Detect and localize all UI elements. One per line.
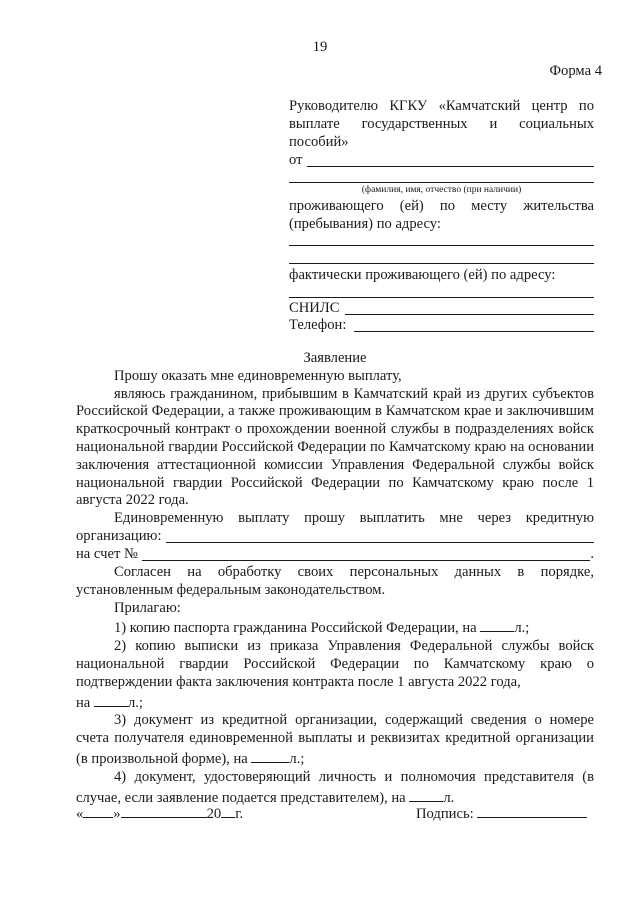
account-row (76, 546, 594, 564)
attachments-label: Прилагаю: (114, 599, 181, 616)
attachment-item-2-pages-field[interactable] (94, 692, 128, 707)
attachment-item-1-text: 1) копию паспорта гражданина Российской Федерации, на (114, 620, 477, 637)
statement-paragraph-2: являюсь гражданином, прибывшим в Камчатский край из других субъектов Российской Федерации, а также проживающим в Камчатском крае и заключившим краткосрочный контракт о прохождении военной службы в подразделениях войск национальной гвардии Российской Федерации по Камчатскому краю на основании заключения аттестационной комиссии Управления Федеральной службы войск национальной гвардии Российской Федерации по Камчатскому краю после 1 августа 2022 года. (76, 385, 594, 509)
organization-row (76, 528, 594, 546)
snils-label: СНИЛС (289, 300, 340, 316)
addressee-line-3: пособий» (289, 134, 349, 150)
attachment-item-3 (76, 712, 594, 768)
account-label: на счет № (76, 546, 138, 563)
page-number: 19 (312, 39, 328, 55)
actual-address-label: фактически проживающего (ей) по адресу: (289, 267, 556, 283)
signature-field[interactable] (477, 803, 587, 818)
name-caption: (фамилия, имя, отчество (при наличии) (361, 185, 522, 195)
attachment-item-4-text: 4) документ, удостоверяющий личность и полномочия представителя (в случае, если заявление подается представителем), на (76, 768, 594, 806)
actual-address-field[interactable] (289, 297, 594, 298)
date-month-field[interactable] (121, 803, 207, 818)
addressee-line-1: Руководителю КГКУ «Камчатский центр по (289, 98, 594, 114)
form-label: Форма 4 (549, 63, 602, 79)
date-row (76, 803, 243, 823)
date-year-field[interactable] (221, 803, 235, 818)
signature-label: Подпись: (416, 806, 474, 822)
residence-line-1: проживающего (ей) по месту жительства (289, 198, 594, 214)
from-name-field[interactable] (307, 166, 594, 167)
attachment-item-2: 2) копию выписки из приказа Управления Федеральной службы войск национальной гвардии Российской Федерации по Камчатскому краю о подтверждении факта заключения контракта после 1 августа 2022 года, (76, 638, 594, 690)
statement-paragraph-3: Единовременную выплату прошу выплатить мне через кредитную (114, 510, 594, 527)
attachment-item-3-end: л.; (289, 750, 305, 767)
phone-label: Телефон: (289, 317, 347, 333)
residence-address-field-1[interactable] (289, 245, 594, 246)
account-field[interactable] (142, 546, 590, 561)
attachment-item-1 (76, 617, 594, 638)
addressee-line-2: выплате государственных и социальных (289, 116, 594, 132)
statement-title: Заявление (303, 350, 367, 366)
name-field-line-2[interactable] (289, 182, 594, 183)
statement-body (76, 350, 594, 807)
date-day-field[interactable] (83, 803, 113, 818)
snils-field[interactable] (345, 314, 594, 315)
statement-paragraph-1: Прошу оказать мне единовременную выплату, (114, 367, 402, 384)
attachment-item-2-pre: на (76, 694, 91, 711)
attachment-item-2-pages (76, 692, 594, 713)
date-year-suffix: г. (235, 806, 244, 822)
from-label: от (289, 152, 303, 168)
organization-label: организацию: (76, 528, 162, 545)
account-end: . (590, 546, 594, 563)
signature-row (416, 803, 587, 823)
phone-field[interactable] (354, 331, 594, 332)
attachment-item-3-text: 3) документ из кредитной организации, содержащий сведения о номере счета получателя единовременной выплаты и реквизитах кредитной организации (в произвольной форме), на (76, 712, 594, 767)
statement-paragraph-4: Согласен на обработку своих персональных данных в порядке, установленным федеральным законодательством. (76, 563, 594, 598)
attachment-item-4-pages-field[interactable] (409, 787, 443, 802)
attachment-item-4-end: л. (443, 789, 455, 806)
date-quote-open: « (76, 806, 84, 822)
attachment-item-4 (76, 769, 594, 808)
attachment-item-1-pages-field[interactable] (480, 617, 514, 632)
organization-field[interactable] (166, 528, 595, 543)
residence-address-field-2[interactable] (289, 263, 594, 264)
date-quote-close: » (113, 806, 121, 822)
date-year-prefix: 20 (206, 806, 222, 822)
attachment-item-1-end: л.; (514, 620, 530, 637)
attachment-item-3-pages-field[interactable] (251, 748, 289, 763)
attachment-item-2-end: л.; (127, 694, 143, 711)
residence-line-2: (пребывания) по адресу: (289, 216, 441, 232)
